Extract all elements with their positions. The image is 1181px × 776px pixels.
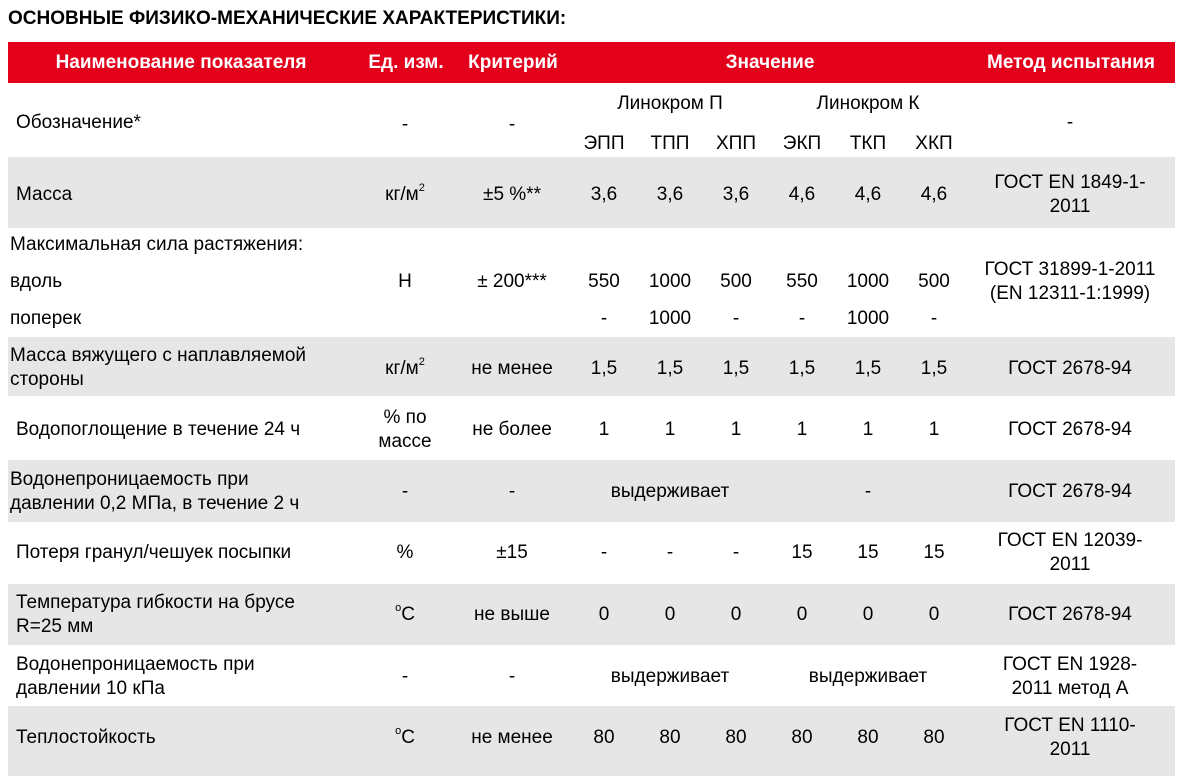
row-criterion: -: [508, 481, 516, 502]
value-cell-group-k: -: [864, 481, 872, 502]
header-value: Значение: [725, 52, 815, 73]
value-cell: 80: [659, 727, 681, 748]
row-criterion: ±5 %**: [483, 184, 541, 205]
group-label-k: Линокром К: [816, 93, 920, 114]
page-title: ОСНОВНЫЕ ФИЗИКО-МЕХАНИЧЕСКИЕ ХАРАКТЕРИСТИКИ:: [8, 8, 567, 29]
value-cell: 550: [786, 271, 818, 292]
value-cell: 80: [593, 727, 615, 748]
value-cell: 1: [598, 419, 610, 440]
row-band-heat: [8, 706, 1175, 776]
value-cell: 4,6: [920, 184, 948, 205]
value-cell: 3,6: [722, 184, 750, 205]
unit-text: кг/м: [385, 184, 419, 205]
row-sublabel-across: поперек: [10, 308, 82, 329]
degree-superscript: o: [395, 602, 402, 614]
value-cell: 0: [862, 604, 874, 625]
row-criterion: ± 200***: [477, 271, 547, 292]
value-cell: 1000: [846, 308, 890, 329]
row-unit: -: [401, 666, 409, 687]
row-unit: -: [401, 481, 409, 502]
row-method: -: [1066, 112, 1074, 133]
group-label-p: Линокром П: [617, 93, 723, 114]
unit-text: кг/м: [385, 358, 419, 379]
row-unit-line1: % по: [383, 407, 427, 428]
unit-superscript: 2: [418, 182, 425, 194]
row-name: Потеря гранул/чешуек посыпки: [16, 542, 292, 563]
value-cell: 1000: [648, 271, 692, 292]
row-method-line1: ГОСТ EN 1928-: [1002, 654, 1138, 675]
header-name: Наименование показателя: [55, 52, 307, 73]
value-cell: 1,5: [722, 358, 750, 379]
row-sublabel-along: вдоль: [10, 271, 63, 292]
value-cell: 1: [664, 419, 676, 440]
value-cell: 0: [796, 604, 808, 625]
value-cell: 1: [730, 419, 742, 440]
row-name-line2: стороны: [10, 369, 84, 390]
value-cell: -: [600, 542, 608, 563]
row-method-line2: 2011: [1049, 554, 1091, 575]
value-cell: 15: [857, 542, 879, 563]
row-unit: %: [396, 542, 414, 563]
row-method: ГОСТ 2678-94: [1008, 604, 1132, 625]
value-cell: 1: [928, 419, 940, 440]
unit-text: C: [401, 727, 415, 748]
value-cell: 80: [857, 727, 879, 748]
col-label: ТПП: [650, 133, 690, 154]
value-cell: 4,6: [788, 184, 816, 205]
row-separator: [8, 645, 1175, 648]
value-cell: 550: [588, 271, 620, 292]
row-name-line1: Масса вяжущего с наплавляемой: [10, 345, 307, 366]
row-name-line2: давлении 10 кПа: [16, 678, 165, 699]
row-criterion: не выше: [474, 604, 550, 625]
value-cell: 1,5: [920, 358, 948, 379]
row-unit: [385, 184, 425, 206]
table-header: [8, 42, 1175, 83]
value-cell-group-p: выдерживает: [610, 666, 730, 687]
value-cell: -: [930, 308, 938, 329]
header-criterion: Критерий: [468, 52, 558, 73]
row-method-line2: 2011 метод А: [1011, 678, 1129, 699]
row-name-line1: Водонепроницаемость при: [10, 469, 249, 490]
row-separator: [8, 398, 1175, 401]
row-method-line1: ГОСТ 31899-1-2011: [984, 259, 1156, 280]
value-cell: 0: [664, 604, 676, 625]
row-method-line1: ГОСТ EN 1110-: [1004, 715, 1136, 736]
row-method-line1: ГОСТ EN 12039-: [997, 530, 1143, 551]
row-criterion: не менее: [471, 358, 553, 379]
row-method-line1: ГОСТ EN 1849-1-: [994, 172, 1146, 193]
row-name: Теплостойкость: [16, 727, 156, 748]
value-cell: 4,6: [854, 184, 882, 205]
row-criterion: ±15: [496, 542, 528, 563]
row-unit-line2: массе: [378, 431, 432, 452]
value-cell: 80: [725, 727, 747, 748]
unit-text: C: [401, 604, 415, 625]
value-cell: 80: [791, 727, 813, 748]
row-method-line2: 2011: [1049, 739, 1091, 760]
value-cell-group-k: выдерживает: [808, 666, 928, 687]
row-name: Масса: [16, 184, 73, 205]
row-criterion: не более: [472, 419, 552, 440]
value-cell: -: [600, 308, 608, 329]
value-cell: 1: [796, 419, 808, 440]
row-unit: [385, 358, 425, 380]
row-name-line1: Водонепроницаемость при: [16, 654, 255, 675]
value-cell: 1,5: [854, 358, 882, 379]
row-method: ГОСТ 2678-94: [1008, 358, 1132, 379]
value-cell: -: [666, 542, 674, 563]
value-cell: 3,6: [590, 184, 618, 205]
row-unit: [395, 727, 415, 749]
row-method-line2: 2011: [1049, 196, 1091, 217]
col-label: ТКП: [849, 133, 887, 154]
value-cell: 0: [928, 604, 940, 625]
value-cell: -: [798, 308, 806, 329]
header-method: Метод испытания: [987, 52, 1155, 73]
unit-superscript: 2: [418, 356, 425, 368]
header-unit: Ед. изм.: [368, 52, 444, 73]
value-cell: 500: [918, 271, 950, 292]
value-cell: 1,5: [590, 358, 618, 379]
row-criterion: -: [508, 666, 516, 687]
value-cell: 1: [862, 419, 874, 440]
value-cell: 3,6: [656, 184, 684, 205]
row-unit: Н: [398, 271, 412, 292]
value-cell: 1000: [846, 271, 890, 292]
value-cell: -: [732, 542, 740, 563]
col-label: ХПП: [716, 133, 756, 154]
value-cell: 15: [791, 542, 813, 563]
value-cell: 0: [598, 604, 610, 625]
row-unit: [395, 604, 415, 626]
col-label: ЭКП: [782, 133, 822, 154]
row-name: Обозначение*: [16, 112, 141, 133]
row-name: Водопоглощение в течение 24 ч: [16, 419, 301, 440]
row-name-line1: Температура гибкости на брусе: [16, 592, 295, 613]
value-cell: 1,5: [656, 358, 684, 379]
value-cell: 500: [720, 271, 752, 292]
row-unit: -: [401, 114, 409, 135]
value-cell: 15: [923, 542, 945, 563]
col-label: ХКП: [915, 133, 953, 154]
degree-superscript: o: [395, 725, 402, 737]
value-cell: 0: [730, 604, 742, 625]
value-cell: 1,5: [788, 358, 816, 379]
value-cell: 80: [923, 727, 945, 748]
value-cell-group-p: выдерживает: [610, 481, 730, 502]
row-method: ГОСТ 2678-94: [1008, 481, 1132, 502]
col-label: ЭПП: [583, 133, 625, 154]
value-cell: -: [732, 308, 740, 329]
row-name-line2: давлении 0,2 МПа, в течение 2 ч: [10, 493, 300, 514]
row-method: ГОСТ 2678-94: [1008, 419, 1132, 440]
row-name: Максимальная сила растяжения:: [10, 234, 304, 255]
row-method-line2: (EN 12311-1:1999): [989, 283, 1151, 304]
row-name-line2: R=25 мм: [16, 616, 94, 637]
row-criterion: не менее: [471, 727, 553, 748]
value-cell: 1000: [648, 308, 692, 329]
row-criterion: -: [508, 114, 516, 135]
